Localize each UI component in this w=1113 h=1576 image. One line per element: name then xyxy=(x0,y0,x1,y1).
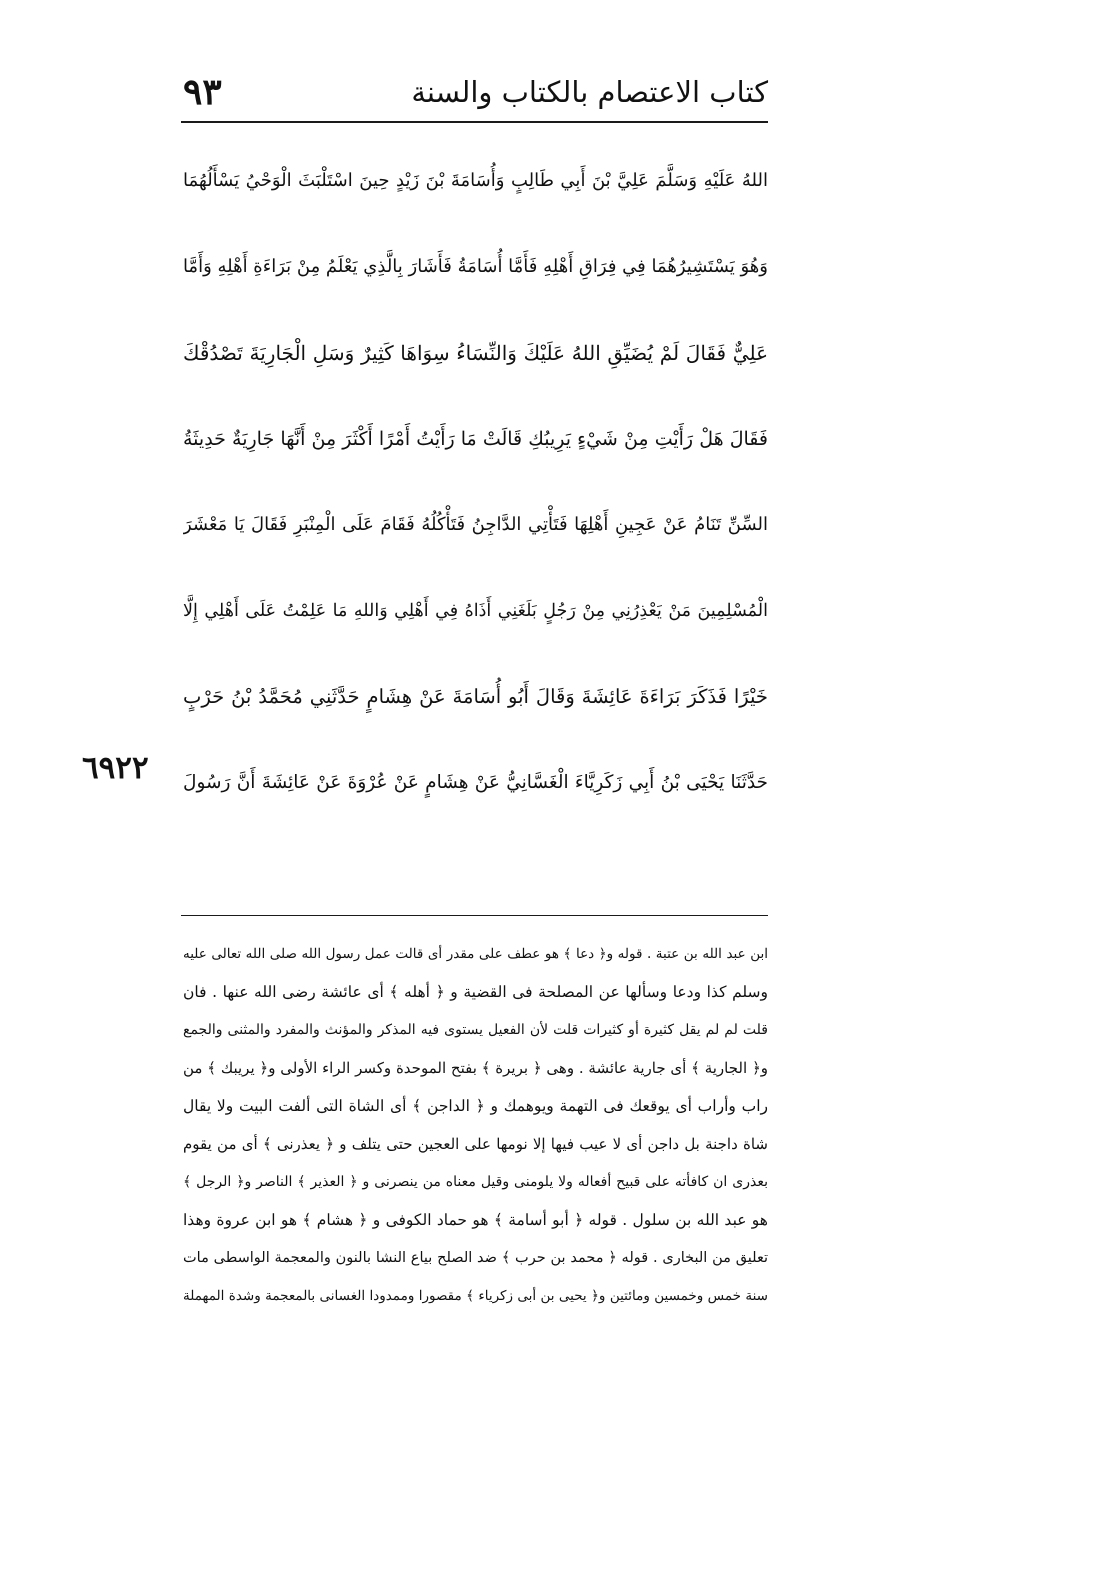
page-header xyxy=(183,68,768,116)
note-line: قلت لم لم يقل كثيرة أو كثيرات قلت لأن الفعيل يستوى فيه المذكر والمؤنث والمفرد والمثنى والجمع xyxy=(183,1022,768,1038)
note-line: و﴿ الجارية ﴾ أى جارية عائشة . وهى ﴿ بريرة ﴾ بفتح الموحدة وكسر الراء الأولى و﴿ يريبك ﴾ من xyxy=(183,1059,768,1077)
note-line: وسلم كذا ودعا وسألها عن المصلحة فى القضية و ﴿ أهله ﴾ أى عائشة رضى الله عنها . فان xyxy=(183,983,768,1001)
note-line: هو عبد الله بن سلول . قوله ﴿ أبو أسامة ﴾ هو حماد الكوفى و ﴿ هشام ﴾ هو ابن عروة وهذا xyxy=(183,1211,768,1229)
hadith-text xyxy=(183,138,768,826)
text-line: فَقَالَ هَلْ رَأَيْتِ مِنْ شَيْءٍ يَرِيبُكِ قَالَتْ مَا رَأَيْتُ أَمْرًا أَكْثَرَ مِنْ أَنَّهَا جَارِيَةٌ حَدِيثَةُ xyxy=(183,428,768,450)
note-line: راب وأراب أى يوقعك فى التهمة ويوهمك و ﴿ الداجن ﴾ أى الشاة التى ألفت البيت ولا يقال xyxy=(183,1097,768,1115)
note-line: ابن عبد الله بن عتبة . قوله و﴿ دعا ﴾ هو عطف على مقدر أى قالت عمل رسول الله صلى الله تعالى عليه xyxy=(183,946,768,962)
text-line: حَدَّثَنَا يَحْيَى بْنُ أَبِي زَكَرِيَّاءَ الْغَسَّانِيُّ عَنْ هِشَامٍ عَنْ عُرْوَةَ عَنْ عَائِشَةَ أَنَّ رَسُولَ xyxy=(183,772,768,793)
running-title: كتاب الاعتصام بالكتاب والسنة xyxy=(411,75,768,109)
footnote-divider xyxy=(181,915,768,916)
note-line: بعذرى ان كافأته على قبيح أفعاله ولا يلومنى وقيل معناه من ينصرنى و ﴿ العذير ﴾ الناصر و﴿ الرجل ﴾ xyxy=(183,1174,768,1190)
note-line: شاة داجنة بل داجن أى لا عيب فيها إلا نومها على العجين حتى يتلف و ﴿ يعذرنى ﴾ أى من يقوم xyxy=(183,1135,768,1153)
text-line: السِّنِّ تَنَامُ عَنْ عَجِينِ أَهْلِهَا فَتَأْتِي الدَّاجِنُ فَتَأْكُلُهُ فَقَامَ عَلَى الْمِنْبَرِ فَقَالَ يَا مَعْشَرَ xyxy=(183,514,768,535)
header-divider xyxy=(181,121,768,123)
text-line: عَلِيٌّ فَقَالَ لَمْ يُضَيِّقِ اللهُ عَلَيْكَ وَالنِّسَاءُ سِوَاهَا كَثِيرٌ وَسَلِ الْجَارِيَةَ تَصْدُقْكَ xyxy=(183,341,768,365)
note-line: سنة خمس وخمسين ومائتين و﴿ يحيى بن أبى زكرياء ﴾ مقصورا وممدودا الغسانى بالمعجمة وشدة المهملة xyxy=(183,1288,768,1304)
note-line: تعليق من البخارى . قوله ﴿ محمد بن حرب ﴾ ضد الصلح بياع النشا بالنون والمعجمة الواسطى مات xyxy=(183,1250,768,1266)
text-line: وَهُوَ يَسْتَشِيرُهُمَا فِي فِرَاقِ أَهْلِهِ فَأَمَّا أُسَامَةُ فَأَشَارَ بِالَّذِي يَعْلَمُ مِنْ بَرَاءَةِ أَهْلِهِ وَأَمَّا xyxy=(183,256,768,277)
text-line: اللهُ عَلَيْهِ وَسَلَّمَ عَلِيَّ بْنَ أَبِي طَالِبٍ وَأُسَامَةَ بْنَ زَيْدٍ حِينَ اسْتَلْبَثَ الْوَحْيُ يَسْأَلُهُمَا xyxy=(183,170,768,191)
hadith-number: ٦٩٢٢ xyxy=(82,750,149,786)
commentary-notes xyxy=(183,935,768,1315)
page-number: ٩٣ xyxy=(183,71,222,113)
text-line: خَيْرًا فَذَكَرَ بَرَاءَةَ عَائِشَةَ وَقَالَ أَبُو أُسَامَةَ عَنْ هِشَامٍ حَدَّثَنِي مُحَمَّدُ بْنُ حَرْبٍ xyxy=(183,685,768,708)
text-line: الْمُسْلِمِينَ مَنْ يَعْذِرُنِي مِنْ رَجُلٍ بَلَغَنِي أَذَاهُ فِي أَهْلِي وَاللهِ مَا عَلِمْتُ عَلَى أَهْلِي إِلَّا xyxy=(183,601,768,621)
